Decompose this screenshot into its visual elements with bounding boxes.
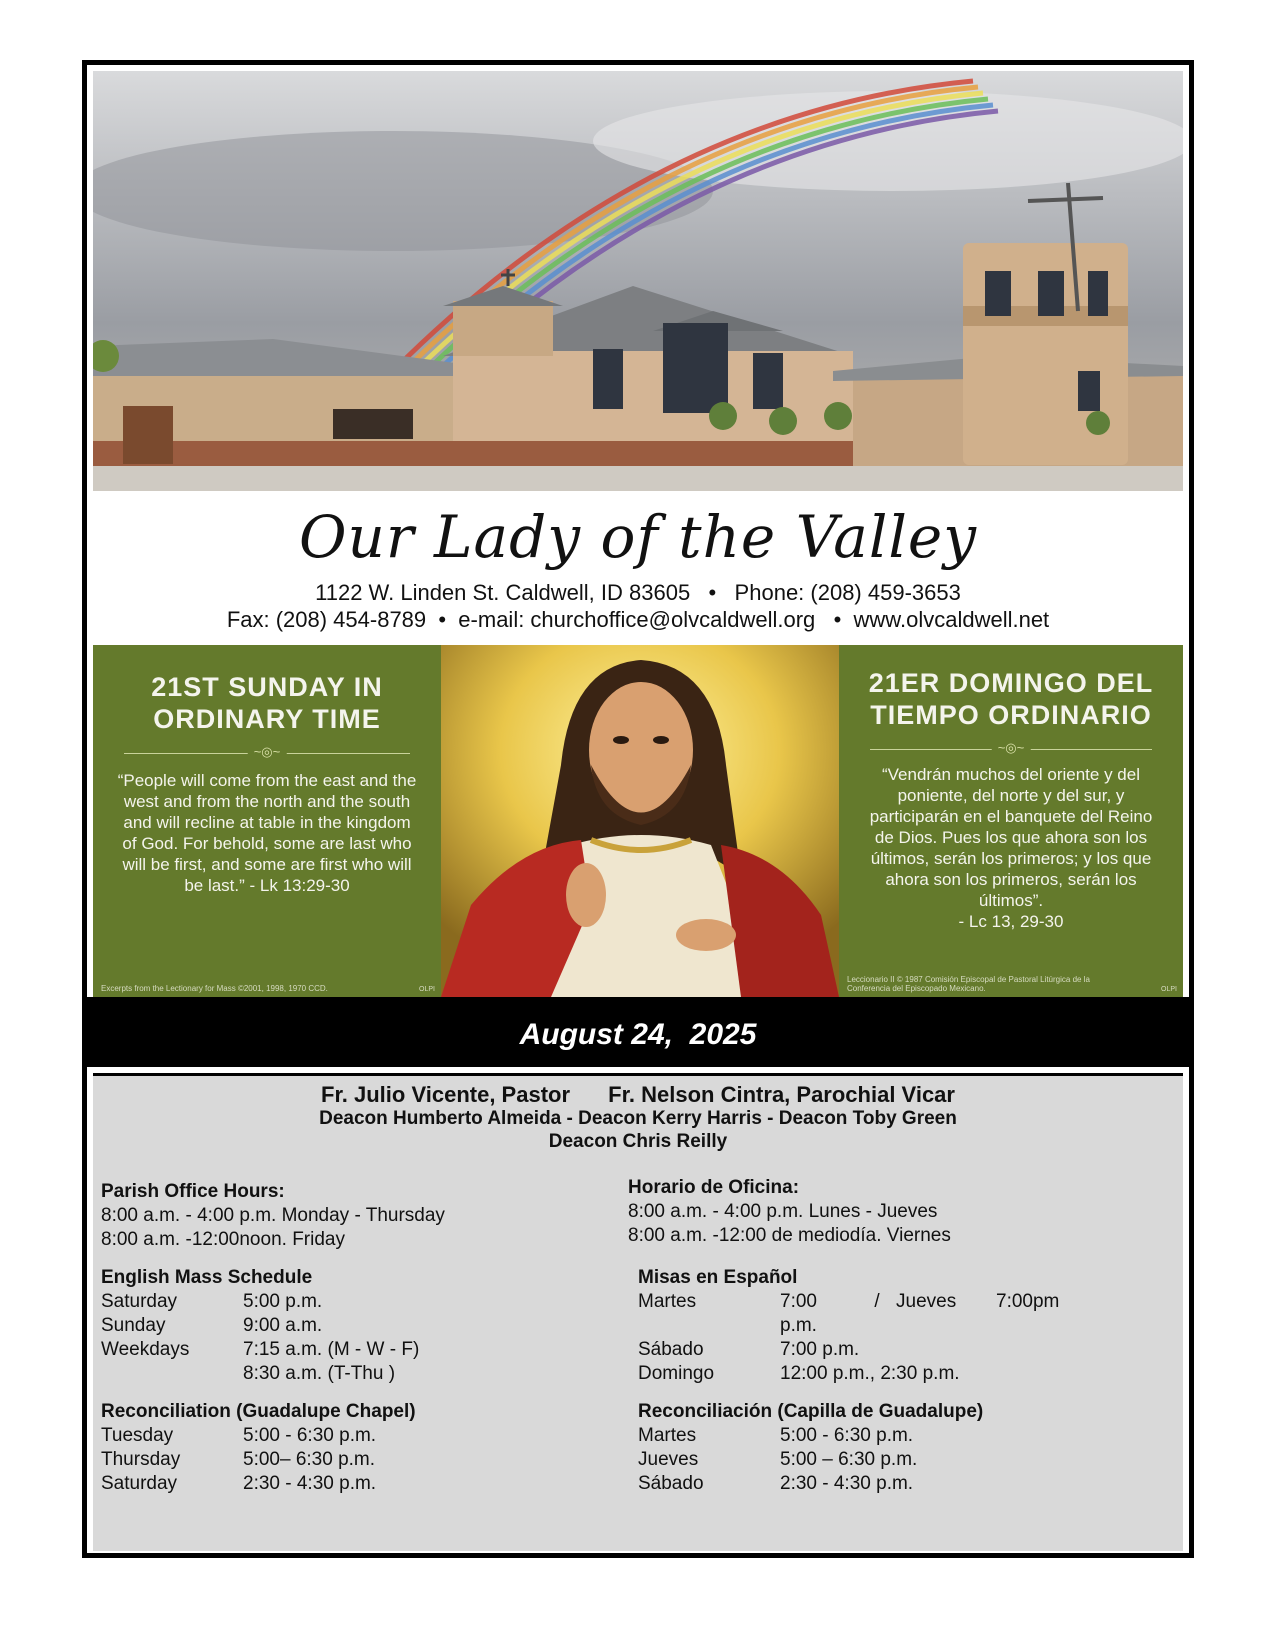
deacons-line2: Deacon Chris Reilly <box>548 1131 728 1152</box>
office-hours-en <box>101 1180 601 1252</box>
parochial-vicar: Fr. Nelson Cintra, Parochial Vicar <box>608 1082 955 1107</box>
time: 5:00 - 6:30 p.m. <box>243 1425 377 1446</box>
spanish-gospel-panel <box>839 645 1183 997</box>
spanish-credit: Leccionario II © 1987 Comisión Episcopal de Pastoral Litúrgica de la Conferencia del Episcopado Mexicano. <box>847 975 1090 993</box>
schedule-row <box>101 1290 601 1314</box>
header <box>93 491 1183 651</box>
spanish-gospel-quote: “Vendrán muchos del oriente y del poniente, del norte y del sur, y participarán en el banquete del Reino de Dios. Pues los que ahora son los últimos, serán los primeros; y los que ahora son los primeros, serán los últimos”. <box>869 765 1153 910</box>
office-hours-heading: Horario de Oficina: <box>628 1177 800 1198</box>
day: Sábado <box>638 1339 704 1360</box>
spanish-column <box>628 1176 1168 1510</box>
address-line: 1122 W. Linden St. Caldwell, ID 83605 • Phone: (208) 459-3653 <box>315 580 961 605</box>
schedule-row <box>101 1338 601 1362</box>
reconciliation-en <box>101 1400 601 1496</box>
date-banner <box>87 997 1189 1067</box>
clergy-list <box>93 1082 1183 1153</box>
office-hours-line: 8:00 a.m. - 4:00 p.m. Lunes - Jueves <box>628 1201 938 1222</box>
schedule-row <box>638 1448 1168 1472</box>
day: Martes <box>638 1425 697 1446</box>
schedule-row <box>638 1424 1168 1448</box>
time: 5:00 p.m. <box>243 1291 323 1312</box>
day: Tuesday <box>101 1425 174 1446</box>
schedule-row <box>101 1362 601 1386</box>
schedule-row <box>101 1448 601 1472</box>
day: Weekdays <box>101 1339 190 1360</box>
time: 7:00 p.m. <box>780 1291 817 1336</box>
jesus-portrait <box>441 645 839 997</box>
pastor: Fr. Julio Vicente, Pastor <box>321 1082 571 1107</box>
day <box>101 1362 243 1386</box>
spanish-title-line1: 21ER DOMINGO DEL <box>868 668 1154 698</box>
schedule-row <box>101 1424 601 1448</box>
english-gospel-quote: “People will come from the east and the west and from the north and the south and will recline at table in the kingdom of God. For behold, some are last who will be first, and some are first who will be last.” - Lk 13:29-30 <box>117 771 417 895</box>
ornament-divider <box>124 744 409 759</box>
schedule-row <box>101 1472 601 1496</box>
day: Jueves <box>896 1291 957 1312</box>
reconciliation-heading: Reconciliation (Guadalupe Chapel) <box>101 1401 416 1422</box>
separator: / <box>874 1291 880 1312</box>
day: Saturday <box>101 1473 178 1494</box>
time: 7:15 a.m. (M - W - F) <box>243 1339 420 1360</box>
contact-line: Fax: (208) 454-8789 • e-mail: churchoffice@olvcaldwell.org • www.olvcaldwell.net <box>226 607 1050 632</box>
bulletin-frame <box>82 60 1194 1558</box>
english-credit: Excerpts from the Lectionary for Mass ©2001, 1998, 1970 CCD. <box>101 984 328 993</box>
office-hours-line: 8:00 a.m. -12:00 de mediodía. Viernes <box>628 1225 951 1246</box>
schedule-row <box>638 1338 1168 1362</box>
schedule-row <box>101 1314 601 1338</box>
spanish-mark: OLPI <box>1161 986 1177 993</box>
english-title-line2: ORDINARY TIME <box>153 704 381 734</box>
office-hours-heading: Parish Office Hours: <box>101 1181 285 1202</box>
mass-schedule-en <box>101 1266 601 1386</box>
mass-schedule-es <box>638 1266 1168 1386</box>
day: Domingo <box>638 1363 715 1384</box>
office-hours-es <box>628 1176 1168 1248</box>
time: 5:00 - 6:30 p.m. <box>780 1425 914 1446</box>
time: 7:00 p.m. <box>780 1339 860 1360</box>
english-mark: OLPI <box>419 986 435 993</box>
deacons-line1: Deacon Humberto Almeida - Deacon Kerry Harris - Deacon Toby Green <box>319 1108 957 1129</box>
english-column <box>101 1180 601 1510</box>
day: Jueves <box>638 1449 699 1470</box>
day: Martes <box>638 1291 697 1312</box>
english-gospel-panel <box>93 645 441 997</box>
ornament-icon: ~◎~ <box>248 744 287 760</box>
time: 2:30 - 4:30 p.m. <box>780 1473 914 1494</box>
mass-schedule-heading: Misas en Español <box>638 1267 798 1288</box>
time: 9:00 a.m. <box>243 1315 323 1336</box>
spanish-title-line2: TIEMPO ORDINARIO <box>870 700 1152 730</box>
spanish-gospel-citation: - Lc 13, 29-30 <box>958 912 1064 931</box>
time: 5:00 – 6:30 p.m. <box>780 1449 918 1470</box>
schedule-row <box>638 1362 1168 1386</box>
ornament-divider <box>870 740 1152 755</box>
church-photo <box>93 71 1183 491</box>
bulletin-date: August 24, 2025 <box>519 1018 757 1051</box>
office-hours-line: 8:00 a.m. - 4:00 p.m. Monday - Thursday <box>101 1205 445 1226</box>
gospel-panels <box>93 645 1183 997</box>
time: 7:00pm <box>996 1291 1060 1312</box>
day: Sunday <box>101 1315 166 1336</box>
day: Saturday <box>101 1291 178 1312</box>
time: 8:30 a.m. (T-Thu ) <box>243 1363 396 1384</box>
reconciliation-es <box>638 1400 1168 1496</box>
schedule-section <box>93 1073 1183 1551</box>
church-name: Our Lady of the Valley <box>298 503 978 571</box>
reconciliation-heading: Reconciliación (Capilla de Guadalupe) <box>638 1401 984 1422</box>
schedule-row <box>638 1290 1168 1338</box>
mass-schedule-heading: English Mass Schedule <box>101 1267 313 1288</box>
day: Sábado <box>638 1473 704 1494</box>
time: 2:30 - 4:30 p.m. <box>243 1473 377 1494</box>
english-title-line1: 21ST SUNDAY IN <box>151 672 383 702</box>
time: 5:00– 6:30 p.m. <box>243 1449 376 1470</box>
schedule-row <box>638 1472 1168 1496</box>
time: 12:00 p.m., 2:30 p.m. <box>780 1363 960 1384</box>
day: Thursday <box>101 1449 181 1470</box>
office-hours-line: 8:00 a.m. -12:00noon. Friday <box>101 1229 345 1250</box>
ornament-icon: ~◎~ <box>992 740 1031 756</box>
